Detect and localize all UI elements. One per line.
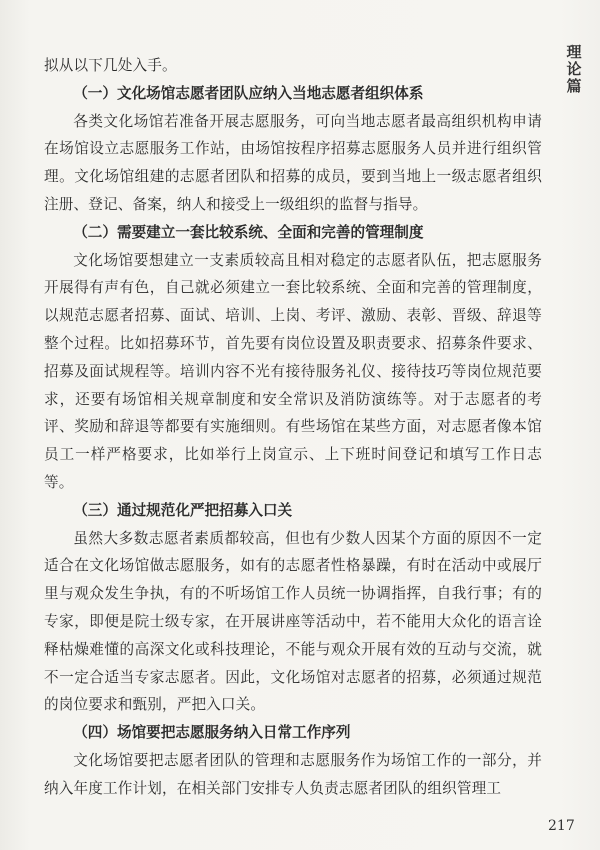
heading-section-2: （二）需要建立一套比较系统、全面和完善的管理制度 (73, 223, 424, 241)
paragraph-section-2: 文化场馆要想建立一支素质较高且相对稳定的志愿者队伍，把志愿服务开展得有声有色，自己就必须建立一套比较系统、全面和完善的管理制度，以规范志愿者招募、面试、培训、上岗、考评、激励、表彰、晋级、辞退等整个过程。比如招募环节，首先要有岗位设置及职责要求、招募条件要求、招募及面试规程等。培训内容不光有接待服务礼仪、接待技巧等岗位规范要求，还要有场馆相关规章制度和安全常识及消防演练等。对于志愿者的考评、奖励和辞退等都要有实施细则。有些场馆在某些方面，对志愿者像本馆员工一样严格要求，比如举行上岗宣示、上下班时间登记和填写工作日志等。 (44, 251, 542, 491)
paragraph-intro-continued: 拟从以下几处入手。 (44, 57, 177, 74)
paragraph-section-4: 文化场馆要把志愿者团队的管理和志愿服务作为场馆工作的一部分，并纳入年度工作计划，在相关部门安排专人负责志愿者团队的组织管理工 (44, 751, 542, 797)
body-text (44, 52, 542, 803)
paragraph-section-1: 各类文化场馆若准备开展志愿服务，可向当地志愿者最高组织机构申请在场馆设立志愿服务工作站，由场馆按程序招募志愿服务人员并进行组织管理。文化场馆组建的志愿者团队和招募的成员，要到当地上一级志愿者组织注册、登记、备案，纳人和接受上一级组织的监督与指导。 (44, 112, 542, 213)
heading-section-4: （四）场馆要把志愿服务纳入日常工作序列 (73, 724, 351, 742)
page-number: 217 (548, 818, 575, 834)
section-side-label: 理论篇 (566, 43, 582, 95)
heading-section-3: （三）通过规范化严把招募入口关 (73, 501, 293, 519)
heading-section-1: （一）文化场馆志愿者团队应纳入当地志愿者组织体系 (73, 84, 424, 102)
paragraph-section-3: 虽然大多数志愿者素质都较高，但也有少数人因某个方面的原因不一定适合在文化场馆做志愿服务，如有的志愿者性格暴躁，有时在活动中或展厅里与观众发生争执，有的不听场馆工作人员统一协调指挥，自我行事；有的专家，即便是院士级专家，在开展讲座等活动中，若不能用大众化的语言诠释枯燥难懂的高深文化或科技理论，不能与观众开展有效的互动与交流，就不一定合适当专家志愿者。因此，文化场馆对志愿者的招募，必须通过规范的岗位要求和甄别，严把入口关。 (44, 529, 542, 714)
